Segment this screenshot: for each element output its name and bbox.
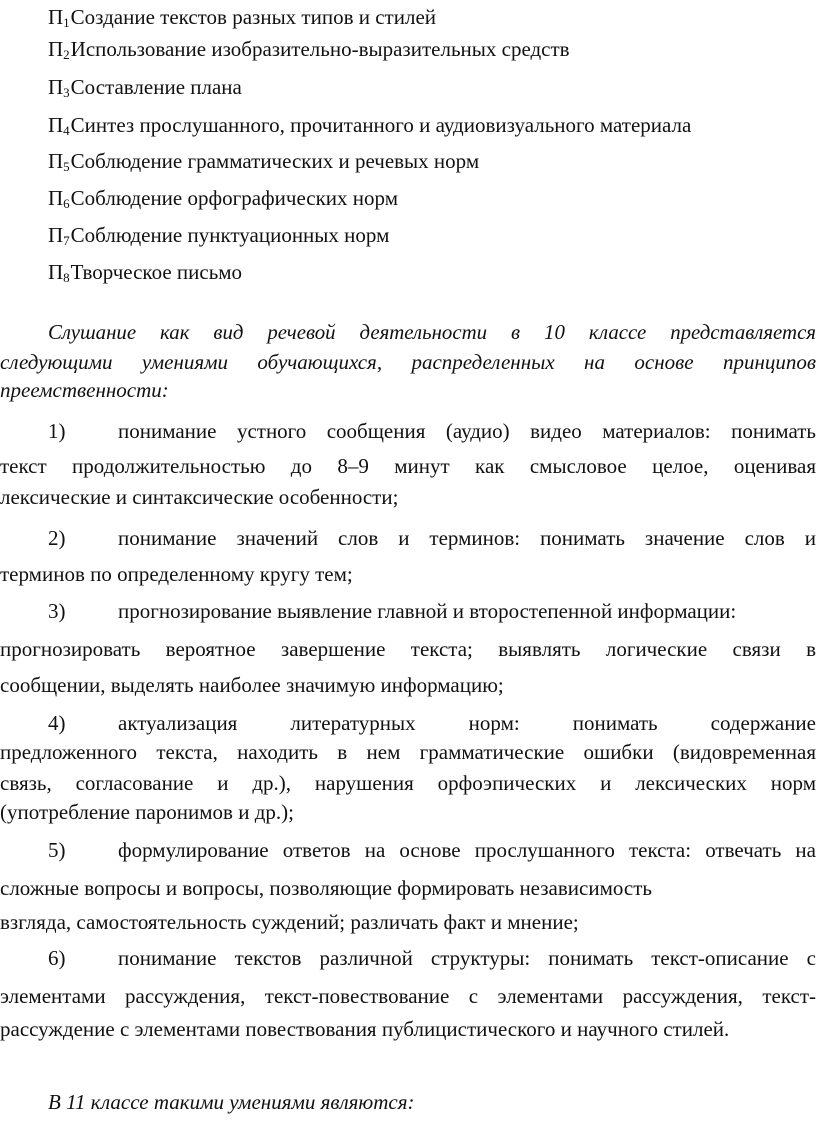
item-text: Соблюдение орфографических норм: [70, 186, 399, 210]
item-code: П: [48, 186, 64, 210]
intro-line: Слушание как вид речевой деятельности в 10 классе представляется: [48, 320, 816, 344]
item-text: Составление плана: [70, 75, 242, 99]
item-head: формулирование ответов на основе прослушанного текста: отвечать на: [118, 838, 816, 862]
item-number: 5): [48, 838, 66, 862]
item-text: Создание текстов разных типов и стилей: [70, 5, 437, 29]
item-text: Соблюдение пунктуационных норм: [70, 223, 390, 247]
item-code-sub: 8: [63, 270, 70, 285]
item-line: (употребление паронимов и др.);: [0, 800, 294, 824]
item-code: П: [48, 5, 64, 29]
item-line: прогнозировать вероятное завершение текста; выявлять логические связи в: [0, 637, 816, 661]
list-item: [48, 5, 436, 35]
item-code: П: [48, 37, 64, 61]
item-line: лексические и синтаксические особенности;: [0, 485, 399, 509]
intro-line: преемственности:: [0, 378, 169, 402]
item-code: П: [48, 149, 64, 173]
item-line: сообщении, выделять наиболее значимую информацию;: [0, 673, 504, 697]
item-line: рассуждение с элементами повествования публицистического и научного стилей.: [0, 1017, 730, 1041]
item-code-sub: 3: [63, 85, 70, 100]
item-text: Творческое письмо: [70, 260, 243, 284]
item-number: 4): [48, 711, 66, 735]
list-item: [48, 149, 479, 179]
item-code-sub: 6: [63, 196, 70, 211]
item-text: Соблюдение грамматических и речевых норм: [70, 149, 480, 173]
item-head: понимание значений слов и терминов: понимать значение слов и: [118, 526, 816, 550]
list-item: [48, 75, 242, 105]
section-heading: В 11 классе такими умениями являются:: [48, 1090, 415, 1114]
item-number: 1): [48, 419, 66, 443]
item-code-sub: 2: [63, 47, 70, 62]
intro-line: следующими умениями обучающихся, распределенных на основе принципов: [0, 350, 816, 374]
item-number: 3): [48, 599, 66, 623]
item-line: взгляда, самостоятельность суждений; различать факт и мнение;: [0, 910, 579, 934]
item-code-sub: 1: [63, 15, 70, 30]
item-head: актуализация литературных норм: понимать содержание: [118, 711, 816, 735]
item-head: прогнозирование выявление главной и второстепенной информации:: [118, 599, 737, 623]
item-code: П: [48, 113, 64, 137]
item-line: сложные вопросы и вопросы, позволяющие формировать независимость: [0, 876, 652, 900]
item-head: понимание устного сообщения (аудио) видео материалов: понимать: [118, 419, 816, 443]
item-code: П: [48, 260, 64, 284]
item-code: П: [48, 223, 64, 247]
item-code: П: [48, 75, 64, 99]
item-code-sub: 7: [63, 233, 70, 248]
item-head: понимание текстов различной структуры: понимать текст-описание с: [118, 946, 816, 970]
list-item: [48, 37, 570, 67]
item-line: терминов по определенному кругу тем;: [0, 562, 353, 586]
list-item: [48, 260, 242, 290]
item-code-sub: 4: [63, 123, 70, 138]
item-line: элементами рассуждения, текст-повествование с элементами рассуждения, текст-: [0, 984, 816, 1008]
list-item: [48, 223, 389, 253]
item-number: 2): [48, 526, 66, 550]
item-text: Использование изобразительно-выразительных средств: [70, 37, 570, 61]
item-number: 6): [48, 946, 66, 970]
list-item: [48, 186, 398, 216]
item-line: текст продолжительностью до 8–9 минут как смысловое целое, оценивая: [0, 454, 816, 478]
item-text: Синтез прослушанного, прочитанного и аудиовизуального материала: [70, 113, 692, 137]
item-code-sub: 5: [63, 159, 70, 174]
list-item: [48, 113, 691, 143]
item-line: предложенного текста, находить в нем грамматические ошибки (видовременная: [0, 740, 816, 764]
item-line: связь, согласование и др.), нарушения орфоэпических и лексических норм: [0, 771, 816, 795]
